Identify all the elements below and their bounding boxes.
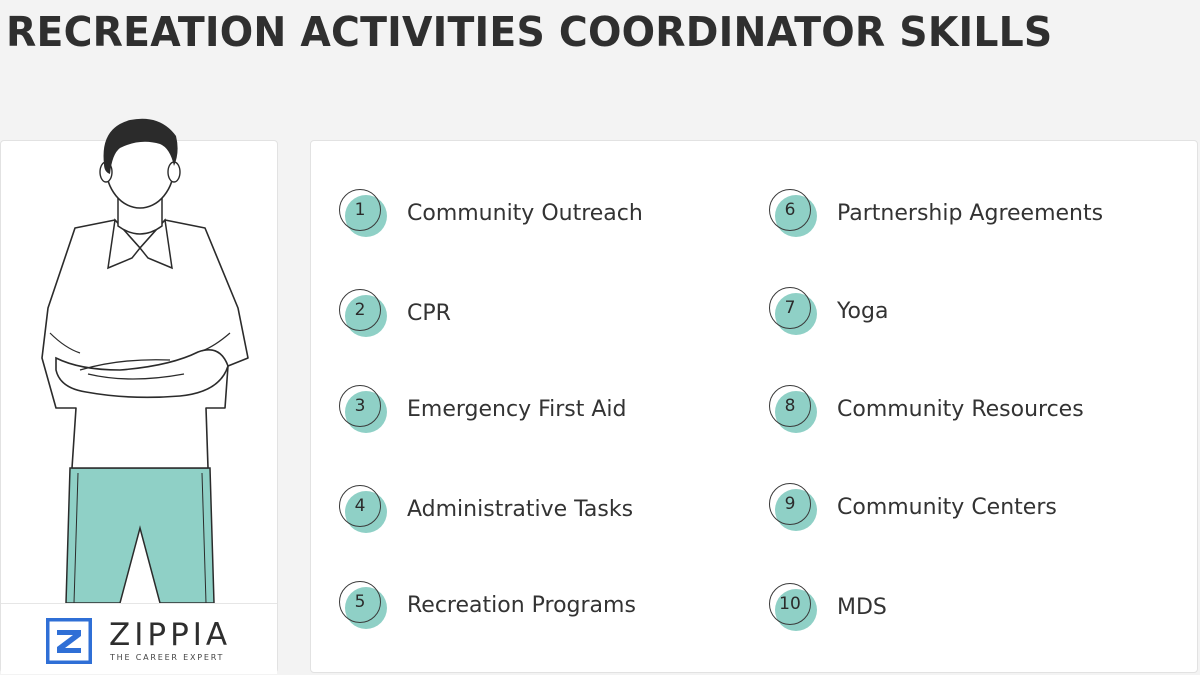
number-badge: 7 [769, 287, 821, 337]
skill-label: Administrative Tasks [407, 497, 634, 522]
logo-wordmark: ZIPPIA [109, 617, 232, 653]
number-badge: 10 [769, 583, 821, 633]
skill-label: Community Resources [837, 397, 1084, 422]
number-badge: 8 [769, 385, 821, 435]
skill-label: Yoga [837, 299, 889, 324]
number-badge: 2 [339, 289, 391, 339]
number-badge: 3 [339, 385, 391, 435]
skill-label: Partnership Agreements [837, 201, 1104, 226]
number-badge: 1 [339, 189, 391, 239]
number-badge: 5 [339, 581, 391, 631]
skill-label: CPR [407, 301, 451, 326]
logo-tagline: THE CAREER EXPERT [110, 653, 225, 662]
skill-label: Community Outreach [407, 201, 643, 226]
number-badge: 6 [769, 189, 821, 239]
skill-label: Community Centers [837, 495, 1057, 520]
logo-bar [1, 603, 277, 674]
skills-card [310, 140, 1198, 673]
skill-label: Emergency First Aid [407, 397, 627, 422]
person-illustration [20, 108, 260, 608]
number-badge: 9 [769, 483, 821, 533]
zippia-logo-icon[interactable] [46, 618, 92, 664]
page-title: RECREATION ACTIVITIES COORDINATOR SKILLS [6, 8, 1053, 56]
skill-label: MDS [837, 595, 887, 620]
skill-label: Recreation Programs [407, 593, 636, 618]
number-badge: 4 [339, 485, 391, 535]
